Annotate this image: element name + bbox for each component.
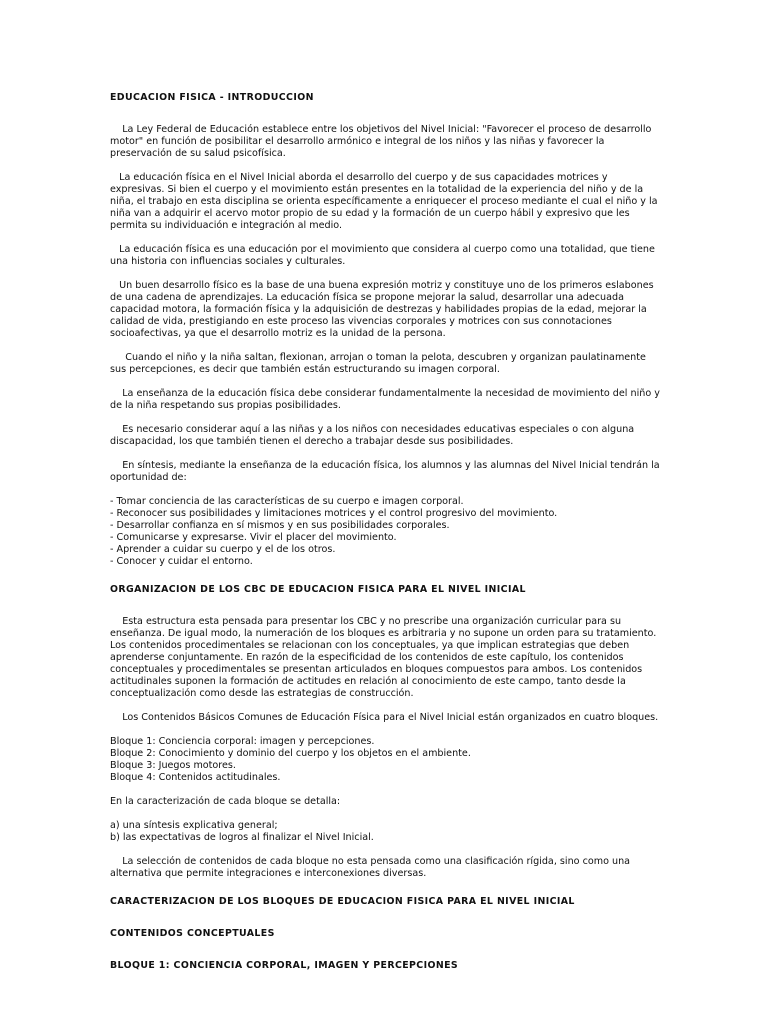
list-item: - Conocer y cuidar el entorno. [110,556,253,567]
section-heading-organizacion: ORGANIZACION DE LOS CBC DE EDUCACION FISICA PARA EL NIVEL INICIAL [110,584,526,595]
intro-paragraph: En síntesis, mediante la enseñanza de la educación física, los alumnos y las alumnas del Nivel Inicial tendrán la oportunidad de: [110,460,663,483]
closing-paragraph: La selección de contenidos de cada bloque no esta pensada como una clasificación rígida, sino como una alternativa que permite integraciones e interconexiones diversas. [110,856,634,879]
list-item: - Aprender a cuidar su cuerpo y el de los otros. [110,544,336,555]
list-item: - Reconocer sus posibilidades y limitaciones motrices y el control progresivo del movimiento. [110,508,558,519]
section-heading-bloque-1: BLOQUE 1: CONCIENCIA CORPORAL, IMAGEN Y PERCEPCIONES [110,960,459,971]
intro-paragraph: La enseñanza de la educación física debe considerar fundamentalmente la necesidad de movimiento del niño y de la niña respetando sus propias posibilidades. [110,388,663,411]
list-item: - Comunicarse y expresarse. Vivir el placer del movimiento. [110,532,397,543]
detail-list [110,820,660,844]
org-paragraph: Los Contenidos Básicos Comunes de Educación Física para el Nivel Inicial están organizados en cuatro bloques. [110,712,659,723]
intro-paragraph: La educación física es una educación por el movimiento que considera al cuerpo como una totalidad, que tiene una historia con influencias sociales y culturales. [110,244,658,267]
section-heading-caracterizacion: CARACTERIZACION DE LOS BLOQUES DE EDUCACION FISICA PARA EL NIVEL INICIAL [110,896,575,907]
detail-intro: En la caracterización de cada bloque se detalla: [110,796,341,807]
objectives-list [110,496,660,568]
intro-paragraph: La educación física en el Nivel Inicial aborda el desarrollo del cuerpo y de sus capacidades motrices y expresivas. Si bien el cuerpo y el movimiento están presentes en la totalidad de la experiencia del niño y de la niña, el trabajo en esta disciplina se orienta específicamente a enriquecer el proceso mediante el cual el niño y la niña van a adquirir el acervo motor propio de su edad y la formación de un cuerpo hábil y expresivo que les permita su individuación e integración al medio. [110,172,661,231]
list-item: Bloque 2: Conocimiento y dominio del cuerpo y los objetos en el ambiente. [110,748,471,759]
document-page [110,92,663,972]
list-item: a) una síntesis explicativa general; [110,820,278,831]
list-item: - Tomar conciencia de las características de su cuerpo e imagen corporal. [110,496,464,507]
section-heading-introduccion: EDUCACION FISICA - INTRODUCCION [110,92,314,103]
intro-paragraph: Un buen desarrollo físico es la base de una buena expresión motriz y constituye uno de los primeros eslabones de una cadena de aprendizajes. La educación física se propone mejorar la salud, desarrollar una adecuada capacidad motora, la formación física y la adquisición de destrezas y habilidades propias de la edad, mejorar la calidad de vida, prestigiando en este proceso las vivencias corporales y motrices con sus connotaciones socioafectivas, ya que el desarrollo motriz es la unidad de la persona. [110,280,657,339]
list-item: b) las expectativas de logros al finalizar el Nivel Inicial. [110,832,374,843]
list-item: Bloque 1: Conciencia corporal: imagen y percepciones. [110,736,375,747]
intro-paragraph: Es necesario considerar aquí a las niñas y a los niños con necesidades educativas especiales o con alguna discapacidad, los que también tienen el derecho a trabajar desde sus posibilidades. [110,424,638,447]
org-paragraph: Esta estructura esta pensada para presentar los CBC y no prescribe una organización curricular para su enseñanza. De igual modo, la numeración de los bloques es arbitraria y no supone un orden para su tratamiento. Los contenidos procedimentales se relacionan con los conceptuales, ya que implican estrategias que deben aprenderse conjuntamente. En razón de la especificidad de los contenidos de este capítulo, los contenidos conceptuales y procedimentales se presentan articulados en bloques compuestos para ambos. Los contenidos actitudinales suponen la formación de actitudes en relación al conocimiento de este campo, tanto desde la conceptualización como desde las estrategias de construcción. [110,616,660,699]
list-item: - Desarrollar confianza en sí mismos y en sus posibilidades corporales. [110,520,450,531]
list-item: Bloque 3: Juegos motores. [110,760,236,771]
intro-paragraph: La Ley Federal de Educación establece entre los objetivos del Nivel Inicial: "Favorecer el proceso de desarrollo motor" en función de posibilitar el desarrollo armónico e integral de los niños y las niñas y favorecer la preservación de su salud psicofísica. [110,124,655,159]
blocks-list [110,736,660,784]
list-item: Bloque 4: Contenidos actitudinales. [110,772,281,783]
section-heading-contenidos: CONTENIDOS CONCEPTUALES [110,928,275,939]
intro-paragraph: Cuando el niño y la niña saltan, flexionan, arrojan o toman la pelota, descubren y organizan paulatinamente sus percepciones, es decir que también están estructurando su imagen corporal. [110,352,649,375]
